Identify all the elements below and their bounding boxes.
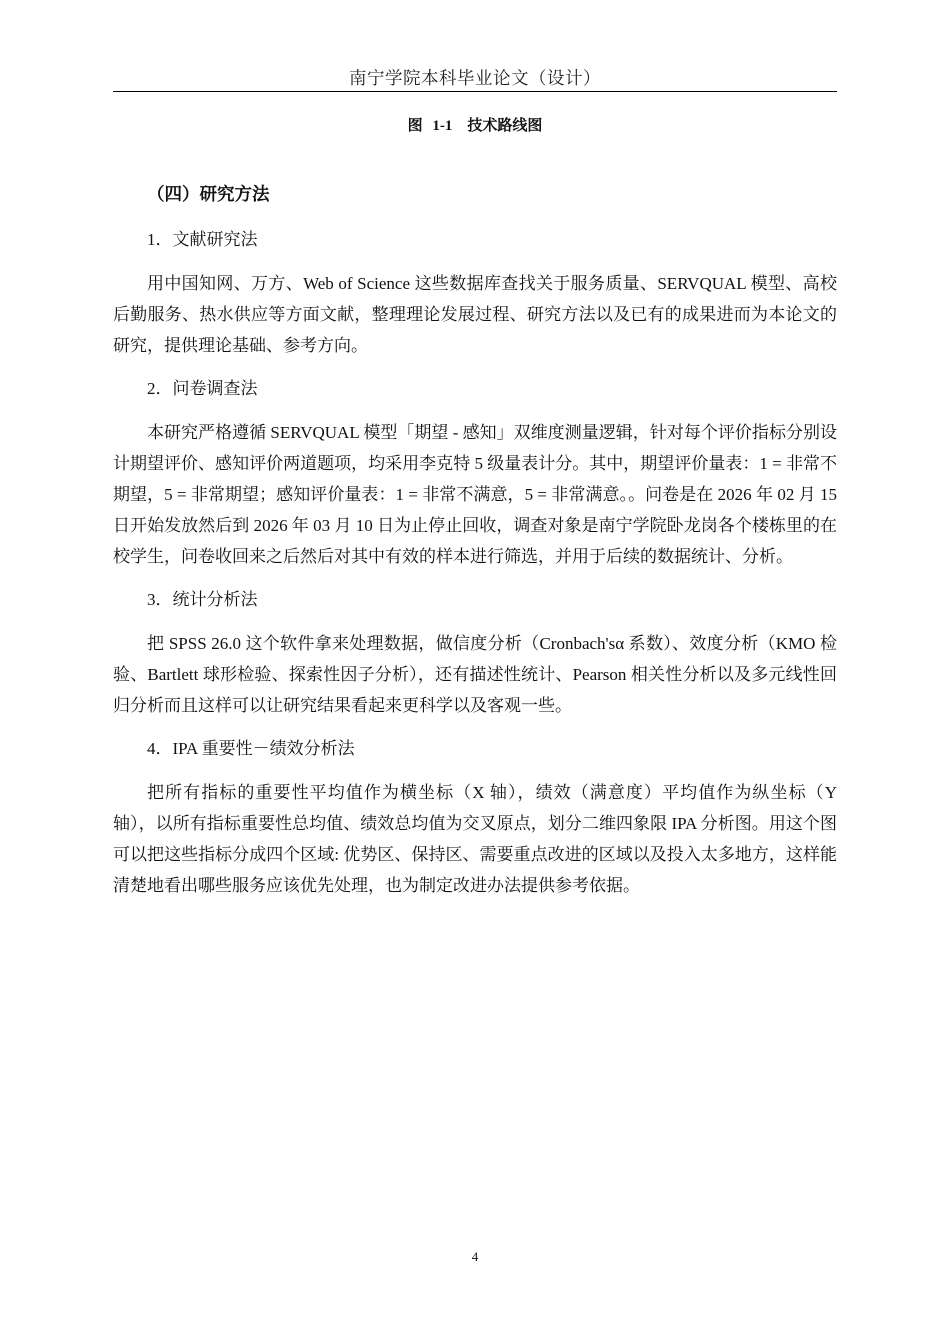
page-number: 4 bbox=[471, 1249, 479, 1264]
method-heading-literature: 1．文献研究法 bbox=[147, 230, 258, 249]
method-heading-statistics: 3．统计分析法 bbox=[147, 590, 258, 609]
method-paragraph-statistics: 把 SPSS 26.0 这个软件拿来处理数据，做信度分析（Cronbach'sα 系数）、效度分析（KMO 检验、Bartlett 球形检验、探索性因子分析），还有描述性统计、Pearson 相关性分析以及多元线性回归分析而且这样可以让研究结果看起来更科学以及客观一些。 bbox=[113, 634, 837, 715]
page-header-title: 南宁学院本科毕业论文（设计） bbox=[349, 68, 601, 88]
method-heading-ipa: 4．IPA 重要性－绩效分析法 bbox=[147, 739, 355, 758]
main-content bbox=[113, 178, 837, 913]
section-title: （四）研究方法 bbox=[147, 184, 270, 204]
header-divider bbox=[113, 91, 837, 92]
method-heading-questionnaire: 2．问卷调查法 bbox=[147, 379, 258, 398]
figure-caption: 图 1-1 技术路线图 bbox=[407, 118, 543, 134]
method-paragraph-questionnaire: 本研究严格遵循 SERVQUAL 模型「期望 - 感知」双维度测量逻辑，针对每个评价指标分别设计期望评价、感知评价两道题项，均采用李克特 5 级量表计分。其中，期望评价量表：1 = 非常不期望，5 = 非常期望；感知评价量表：1 = 非常不满意，5 = 非常满意。。问卷是在 2026 年 02 月 15 日开始发放然后到 2026 年 03 月 10 日为止停止回收，调查对象是南宁学院卧龙岗各个楼栋里的在校学生，问卷收回来之后然后对其中有效的样本进行筛选，并用于后续的数据统计、分析。 bbox=[113, 423, 837, 566]
method-paragraph-literature: 用中国知网、万方、Web of Science 这些数据库查找关于服务质量、SERVQUAL 模型、高校后勤服务、热水供应等方面文献，整理理论发展过程、研究方法以及已有的成果进而为本论文的研究，提供理论基础、参考方向。 bbox=[113, 274, 837, 355]
method-paragraph-ipa: 把所有指标的重要性平均值作为横坐标（X 轴），绩效（满意度）平均值作为纵坐标（Y 轴），以所有指标重要性总均值、绩效总均值为交叉原点，划分二维四象限 IPA 分析图。用这个图可以把这些指标分成四个区域: 优势区、保持区、需要重点改进的区域以及投入太多地方，这样能清楚地看出哪些服务应该优先处理，也为制定改进办法提供参考依据。 bbox=[113, 783, 837, 895]
